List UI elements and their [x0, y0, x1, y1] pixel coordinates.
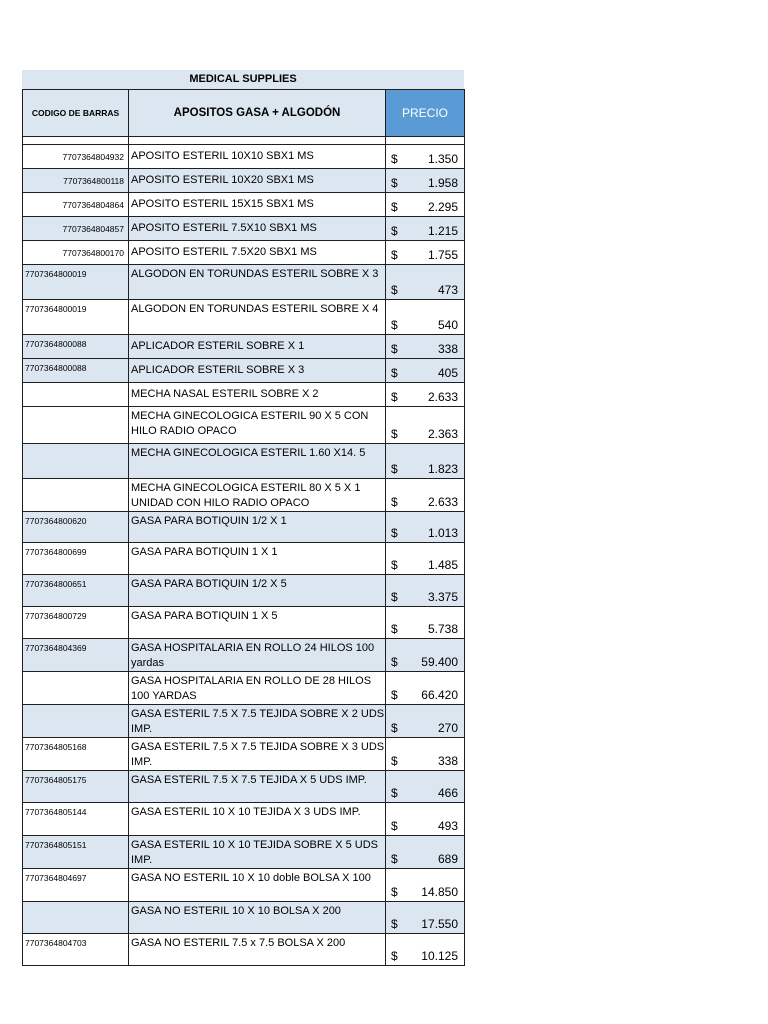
currency-symbol: $: [391, 462, 398, 476]
barcode-cell: 7707364800019: [23, 265, 129, 300]
barcode-cell: [23, 383, 129, 407]
description-cell: APOSITO ESTERIL 10X20 SBX1 MS: [129, 169, 386, 193]
barcode-cell: [23, 479, 129, 512]
price-cell: [386, 383, 465, 407]
description-cell: GASA PARA BOTIQUIN 1 X 5: [129, 607, 386, 639]
currency-symbol: $: [391, 390, 398, 404]
barcode-cell: 7707364800088: [23, 335, 129, 359]
price-cell: [386, 738, 465, 771]
barcode-cell: 7707364800620: [23, 512, 129, 543]
price-cell: [386, 607, 465, 639]
currency-symbol: $: [391, 152, 398, 166]
currency-symbol: $: [391, 495, 398, 509]
price-cell: [386, 407, 465, 444]
description-cell: APOSITO ESTERIL 7.5X20 SBX1 MS: [129, 241, 386, 265]
table-row: [23, 803, 465, 836]
table-row: [23, 836, 465, 869]
table-row: [23, 335, 465, 359]
price-cell: [386, 672, 465, 705]
header-code: CODIGO DE BARRAS: [23, 90, 129, 137]
table-row: [23, 543, 465, 575]
description-cell: GASA ESTERIL 7.5 X 7.5 TEJIDA X 5 UDS IMP.: [129, 771, 386, 803]
description-cell: GASA HOSPITALARIA EN ROLLO DE 28 HILOS 100 YARDAS: [129, 672, 386, 705]
table-row: [23, 934, 465, 966]
price-value: 689: [437, 852, 458, 866]
currency-symbol: $: [391, 917, 398, 931]
sheet-title: MEDICAL SUPPLIES: [22, 70, 464, 89]
spacer-row: [23, 137, 465, 145]
currency-symbol: $: [391, 786, 398, 800]
price-value: 1.755: [427, 248, 458, 262]
description-cell: GASA NO ESTERIL 7.5 x 7.5 BOLSA X 200: [129, 934, 386, 966]
description-cell: GASA PARA BOTIQUIN 1/2 X 5: [129, 575, 386, 607]
price-cell: [386, 300, 465, 335]
description-cell: GASA ESTERIL 7.5 X 7.5 TEJIDA SOBRE X 3 UDS IMP.: [129, 738, 386, 771]
description-cell: GASA PARA BOTIQUIN 1 X 1: [129, 543, 386, 575]
currency-symbol: $: [391, 590, 398, 604]
price-value: 1.013: [427, 526, 458, 540]
barcode-cell: [23, 444, 129, 479]
price-value: 2.633: [427, 390, 458, 404]
price-value: 1.350: [427, 152, 458, 166]
currency-symbol: $: [391, 427, 398, 441]
currency-symbol: $: [391, 688, 398, 702]
table-row: [23, 145, 465, 169]
barcode-cell: 7707364800651: [23, 575, 129, 607]
price-cell: [386, 193, 465, 217]
description-cell: GASA ESTERIL 10 X 10 TEJIDA X 3 UDS IMP.: [129, 803, 386, 836]
description-cell: ALGODON EN TORUNDAS ESTERIL SOBRE X 4: [129, 300, 386, 335]
price-value: 1.215: [427, 224, 458, 238]
description-cell: ALGODON EN TORUNDAS ESTERIL SOBRE X 3: [129, 265, 386, 300]
barcode-cell: [23, 672, 129, 705]
price-cell: [386, 241, 465, 265]
barcode-cell: 7707364804864: [23, 193, 129, 217]
price-value: 1.958: [427, 176, 458, 190]
price-table: [22, 89, 465, 966]
table-row: [23, 902, 465, 934]
currency-symbol: $: [391, 200, 398, 214]
currency-symbol: $: [391, 176, 398, 190]
price-value: 17.550: [421, 917, 458, 931]
price-value: 14.850: [421, 885, 458, 899]
table-body: [23, 137, 465, 966]
price-value: 10.125: [421, 949, 458, 963]
currency-symbol: $: [391, 526, 398, 540]
currency-symbol: $: [391, 318, 398, 332]
description-cell: APOSITO ESTERIL 15X15 SBX1 MS: [129, 193, 386, 217]
price-value: 338: [437, 342, 458, 356]
barcode-cell: 7707364800019: [23, 300, 129, 335]
table-row: [23, 672, 465, 705]
price-cell: [386, 543, 465, 575]
description-cell: GASA PARA BOTIQUIN 1/2 X 1: [129, 512, 386, 543]
barcode-cell: 7707364805144: [23, 803, 129, 836]
barcode-cell: 7707364805175: [23, 771, 129, 803]
table-row: [23, 265, 465, 300]
price-value: 270: [437, 721, 458, 735]
price-value: 466: [437, 786, 458, 800]
description-cell: APLICADOR ESTERIL SOBRE X 1: [129, 335, 386, 359]
table-row: [23, 383, 465, 407]
table-row: [23, 512, 465, 543]
table-row: [23, 639, 465, 672]
price-cell: [386, 639, 465, 672]
table-row: [23, 169, 465, 193]
barcode-cell: [23, 902, 129, 934]
price-value: 338: [437, 754, 458, 768]
barcode-cell: 7707364800118: [23, 169, 129, 193]
table-row: [23, 217, 465, 241]
currency-symbol: $: [391, 622, 398, 636]
barcode-cell: 7707364800729: [23, 607, 129, 639]
barcode-cell: 7707364805168: [23, 738, 129, 771]
barcode-cell: [23, 407, 129, 444]
price-cell: [386, 803, 465, 836]
table-row: [23, 738, 465, 771]
barcode-cell: 7707364804697: [23, 869, 129, 902]
price-value: 5.738: [427, 622, 458, 636]
price-cell: [386, 444, 465, 479]
price-value: 1.485: [427, 558, 458, 572]
price-cell: [386, 265, 465, 300]
table-row: [23, 479, 465, 512]
currency-symbol: $: [391, 224, 398, 238]
price-cell: [386, 359, 465, 383]
barcode-cell: 7707364800699: [23, 543, 129, 575]
currency-symbol: $: [391, 558, 398, 572]
description-cell: APOSITO ESTERIL 10X10 SBX1 MS: [129, 145, 386, 169]
barcode-cell: 7707364805151: [23, 836, 129, 869]
price-cell: [386, 705, 465, 738]
price-cell: [386, 145, 465, 169]
price-cell: [386, 902, 465, 934]
price-cell: [386, 836, 465, 869]
barcode-cell: 7707364804857: [23, 217, 129, 241]
price-value: 66.420: [421, 688, 458, 702]
description-cell: APOSITO ESTERIL 7.5X10 SBX1 MS: [129, 217, 386, 241]
price-value: 2.363: [427, 427, 458, 441]
barcode-cell: 7707364804369: [23, 639, 129, 672]
price-value: 473: [437, 283, 458, 297]
table-row: [23, 407, 465, 444]
table-row: [23, 705, 465, 738]
price-cell: [386, 217, 465, 241]
header-row: [23, 90, 465, 137]
barcode-cell: 7707364804703: [23, 934, 129, 966]
price-value: 493: [437, 819, 458, 833]
description-cell: GASA ESTERIL 10 X 10 TEJIDA SOBRE X 5 UDS IMP.: [129, 836, 386, 869]
currency-symbol: $: [391, 366, 398, 380]
currency-symbol: $: [391, 655, 398, 669]
barcode-cell: 7707364800170: [23, 241, 129, 265]
currency-symbol: $: [391, 754, 398, 768]
currency-symbol: $: [391, 721, 398, 735]
price-cell: [386, 934, 465, 966]
table-row: [23, 241, 465, 265]
barcode-cell: 7707364800088: [23, 359, 129, 383]
currency-symbol: $: [391, 819, 398, 833]
header-price: PRECIO: [386, 90, 465, 137]
price-value: 540: [437, 318, 458, 332]
table-row: [23, 771, 465, 803]
currency-symbol: $: [391, 885, 398, 899]
description-cell: MECHA GINECOLOGICA ESTERIL 90 X 5 CON HILO RADIO OPACO: [129, 407, 386, 444]
price-value: 3.375: [427, 590, 458, 604]
table-row: [23, 359, 465, 383]
description-cell: GASA HOSPITALARIA EN ROLLO 24 HILOS 100 yardas: [129, 639, 386, 672]
price-cell: [386, 169, 465, 193]
price-cell: [386, 771, 465, 803]
description-cell: GASA NO ESTERIL 10 X 10 BOLSA X 200: [129, 902, 386, 934]
table-row: [23, 300, 465, 335]
table-row: [23, 193, 465, 217]
currency-symbol: $: [391, 342, 398, 356]
description-cell: MECHA NASAL ESTERIL SOBRE X 2: [129, 383, 386, 407]
header-description: APOSITOS GASA + ALGODÓN: [129, 90, 386, 137]
table-row: [23, 869, 465, 902]
currency-symbol: $: [391, 949, 398, 963]
description-cell: MECHA GINECOLOGICA ESTERIL 1.60 X14. 5: [129, 444, 386, 479]
description-cell: MECHA GINECOLOGICA ESTERIL 80 X 5 X 1 UNIDAD CON HILO RADIO OPACO: [129, 479, 386, 512]
description-cell: GASA ESTERIL 7.5 X 7.5 TEJIDA SOBRE X 2 UDS IMP.: [129, 705, 386, 738]
price-sheet: [22, 70, 464, 966]
price-value: 405: [437, 366, 458, 380]
table-row: [23, 444, 465, 479]
price-value: 2.295: [427, 200, 458, 214]
currency-symbol: $: [391, 852, 398, 866]
price-cell: [386, 479, 465, 512]
description-cell: APLICADOR ESTERIL SOBRE X 3: [129, 359, 386, 383]
table-row: [23, 607, 465, 639]
barcode-cell: 7707364804932: [23, 145, 129, 169]
price-cell: [386, 512, 465, 543]
barcode-cell: [23, 705, 129, 738]
currency-symbol: $: [391, 283, 398, 297]
price-cell: [386, 335, 465, 359]
price-value: 2.633: [427, 495, 458, 509]
table-row: [23, 575, 465, 607]
price-value: 1.823: [427, 462, 458, 476]
price-cell: [386, 869, 465, 902]
description-cell: GASA NO ESTERIL 10 X 10 doble BOLSA X 100: [129, 869, 386, 902]
price-value: 59.400: [421, 655, 458, 669]
price-cell: [386, 575, 465, 607]
currency-symbol: $: [391, 248, 398, 262]
